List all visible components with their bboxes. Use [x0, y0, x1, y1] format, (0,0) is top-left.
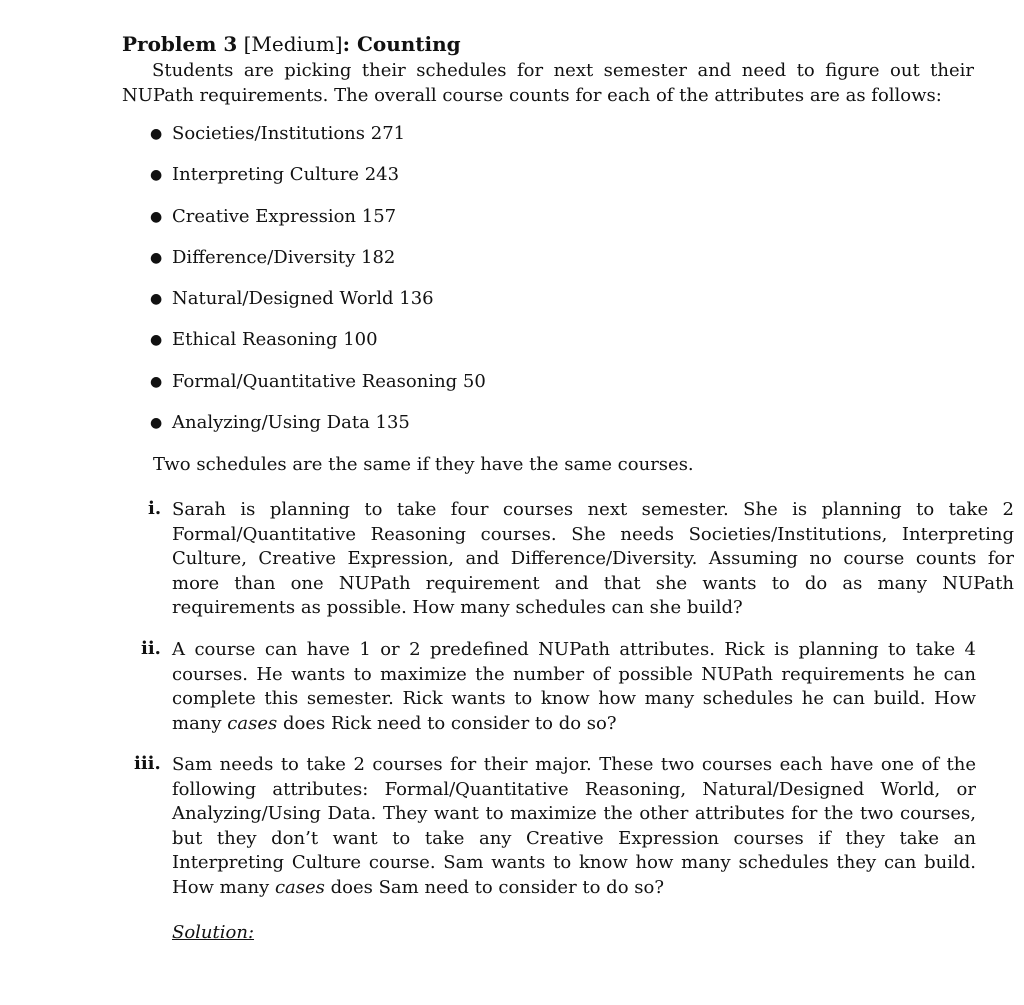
- list-item: [150, 327, 486, 368]
- list-item: [150, 369, 486, 410]
- bullet-icon: ●: [150, 291, 163, 308]
- part-iii-text-before: Sam needs to take 2 courses for their major. These two courses each have one of the following attributes: Formal/Quantitative Reasoning, Natural/Designed World, or Analyzing/Using Data. They want to maximize the other attributes for the two courses, but they don’t want to take any Creative Expression courses if they take an Interpreting Culture course. Sam wants to know how many schedules they can build. How many: [172, 754, 976, 898]
- part-ii-emphasis: cases: [227, 712, 278, 734]
- bullet-icon: ●: [150, 373, 163, 390]
- part-i-text: Sarah is planning to take four courses next semester. She is planning to take 2 Formal/Quantitative Reasoning courses. She needs Societies/Institutions, Interpreting Culture, Creative Expression, and Difference/Diversity. Assuming no course counts for more than one NUPath requirement and that she wants to do as many NUPath requirements as possible. How many schedules can she build?: [172, 499, 1014, 619]
- schedule-equality-note: Two schedules are the same if they have the same courses.: [153, 454, 694, 475]
- bullet-icon: ●: [150, 332, 163, 349]
- bullet-icon: ●: [150, 249, 163, 266]
- problem-difficulty: [Medium]: [243, 32, 343, 56]
- part-label-iii: iii.: [134, 753, 161, 774]
- list-item: [150, 204, 486, 245]
- part-iii-text: [172, 753, 976, 901]
- part-ii-text-after: does Rick need to consider to do so?: [277, 712, 617, 734]
- attribute-label: Analyzing/Using Data 135: [172, 412, 410, 434]
- problem-title: Counting: [356, 32, 461, 56]
- part-iii-text-after: does Sam need to consider to do so?: [324, 876, 664, 898]
- intro-paragraph: Students are picking their schedules for next semester and need to figure out their NUPath requirements. The overall course counts for each of the attributes are as follows:: [122, 60, 974, 106]
- part-label-i: i.: [148, 498, 162, 519]
- attribute-label: Creative Expression 157: [172, 205, 397, 227]
- part-ii-text-before: A course can have 1 or 2 predefined NUPath attributes. Rick is planning to take 4 courses. He wants to maximize the number of possible NUPath requirements he can complete this semester. Rick wants to know how many schedules he can build. How many: [172, 639, 976, 734]
- list-item: [150, 410, 486, 451]
- attribute-label: Ethical Reasoning 100: [172, 329, 378, 351]
- list-item: [150, 121, 486, 162]
- solution-label: Solution:: [172, 922, 255, 943]
- attribute-label: Difference/Diversity 182: [172, 246, 396, 268]
- bullet-icon: ●: [150, 126, 163, 142]
- part-label-ii: ii.: [141, 638, 161, 659]
- problem-heading: Problem 3 [Medium]: Counting: [122, 32, 461, 56]
- attribute-list: [150, 121, 486, 451]
- attribute-label: Interpreting Culture 243: [172, 164, 400, 186]
- list-item: [150, 286, 486, 327]
- bullet-icon: ●: [150, 415, 163, 432]
- bullet-icon: ●: [150, 167, 163, 184]
- attribute-label: Formal/Quantitative Reasoning 50: [172, 370, 486, 392]
- list-item: [150, 245, 486, 286]
- attribute-label: Natural/Designed World 136: [172, 288, 434, 310]
- part-iii-emphasis: cases: [274, 876, 325, 898]
- problem-number: Problem 3: [122, 32, 238, 56]
- attribute-label: Societies/Institutions 271: [172, 123, 406, 144]
- bullet-icon: ●: [150, 208, 163, 225]
- part-ii-text: [172, 638, 976, 736]
- list-item: [150, 162, 486, 203]
